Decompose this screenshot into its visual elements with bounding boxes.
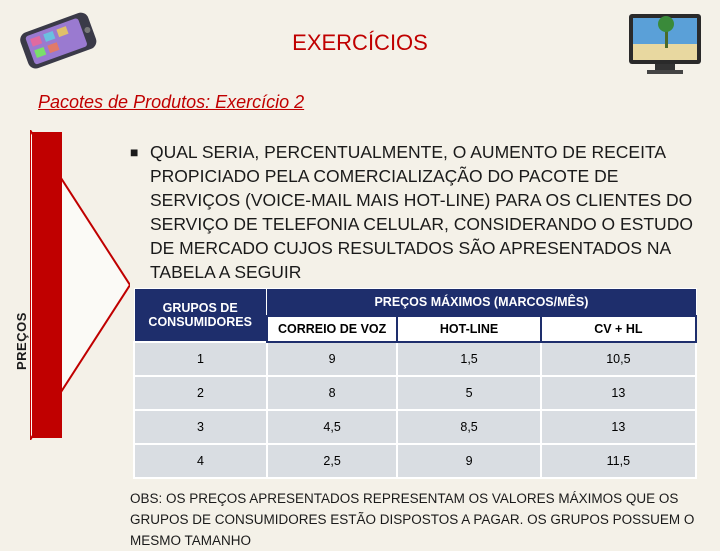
price-table xyxy=(133,288,697,479)
table-cell: 3 xyxy=(134,410,267,444)
table-row xyxy=(134,376,696,410)
question-body: QUAL SERIA, PERCENTUALMENTE, O AUMENTO DE RECEITA PROPICIADO PELA COMERCIALIZAÇÃO DO PACOTE DE SERVIÇOS (VOICE-MAIL MAIS HOT-LINE) PARA OS CLIENTES DO SERVIÇO DE TELEFONIA CELULAR, CONSIDERANDO O ESTUDO DE MERCADO CUJOS RESULTADOS SÃO APRESENTADOS NA TABELA A SEGUIR xyxy=(150,142,693,282)
table-cell: 5 xyxy=(397,376,540,410)
col-hotline-header: HOT-LINE xyxy=(397,316,540,342)
table-row xyxy=(134,342,696,376)
col-cvhl-header: CV + HL xyxy=(541,316,696,342)
table-cell: 10,5 xyxy=(541,342,696,376)
table-cell: 9 xyxy=(397,444,540,478)
col-correio-header: CORREIO DE VOZ xyxy=(267,316,398,342)
bullet-icon: ■ xyxy=(130,144,139,160)
table-cell: 8,5 xyxy=(397,410,540,444)
table-cell: 13 xyxy=(541,410,696,444)
page-title: EXERCÍCIOS xyxy=(292,30,428,55)
side-label: PREÇOS xyxy=(14,312,29,370)
col-groups-header: GRUPOS DE CONSUMIDORES xyxy=(134,289,267,343)
prices-group-header: PREÇOS MÁXIMOS (MARCOS/MÊS) xyxy=(267,289,696,317)
table-row xyxy=(134,410,696,444)
table-cell: 2,5 xyxy=(267,444,398,478)
table-cell: 2 xyxy=(134,376,267,410)
question-text xyxy=(130,140,700,284)
obs-note: OBS: OS PREÇOS APRESENTADOS REPRESENTAM OS VALORES MÁXIMOS QUE OS GRUPOS DE CONSUMIDORES ESTÃO DISPOSTOS A PAGAR. OS GRUPOS POSSUEM O MESMO TAMANHO xyxy=(130,491,695,548)
table-cell: 1,5 xyxy=(397,342,540,376)
table-cell: 4,5 xyxy=(267,410,398,444)
table-cell: 4 xyxy=(134,444,267,478)
slide-subtitle: Pacotes de Produtos: Exercício 2 xyxy=(38,92,305,112)
table-cell: 11,5 xyxy=(541,444,696,478)
table-cell: 1 xyxy=(134,342,267,376)
arrow-shape xyxy=(30,130,130,440)
table-cell: 8 xyxy=(267,376,398,410)
table-row xyxy=(134,444,696,478)
table-cell: 9 xyxy=(267,342,398,376)
table-cell: 13 xyxy=(541,376,696,410)
